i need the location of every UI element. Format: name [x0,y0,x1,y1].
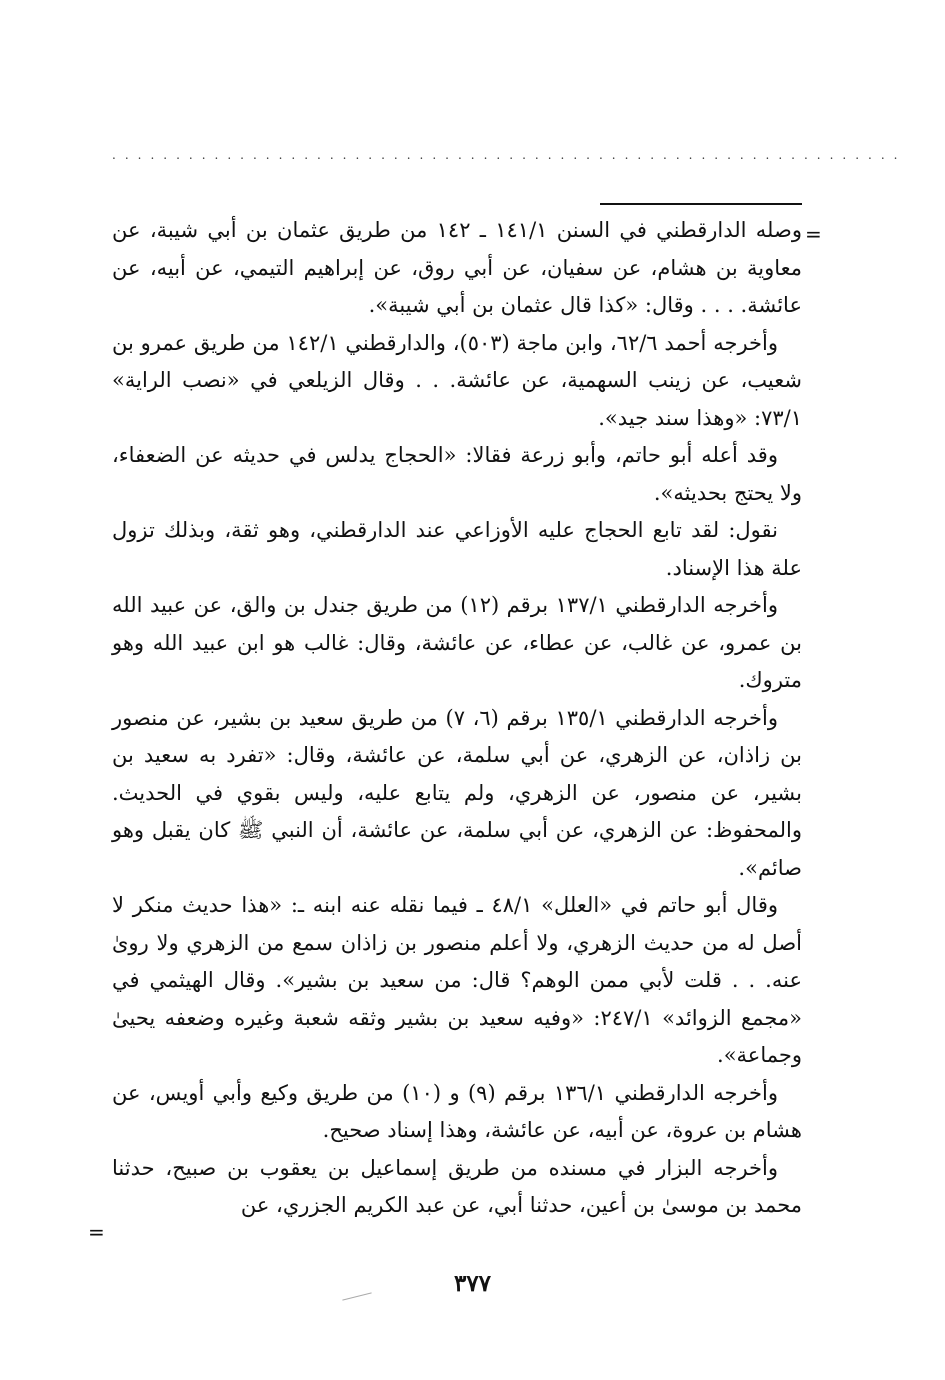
footnote-paragraph: وصله الدارقطني في السنن ١٤١/١ ـ ١٤٢ من طريق عثمان بن أبي شيبة، عن معاوية بن هشام، عن سفيان، عن أبي روق، عن إبراهيم التيمي، عن أبيه، عن عائشة. . . . وقال: «كذا قال عثمان بن أبي شيبة». [112,218,802,317]
page-number: ٣٧٧ [453,1270,492,1297]
footnote-separator-rule [600,203,802,205]
continuation-marker-end: = [88,1220,105,1244]
dotted-leader: .............................................................. [112,148,907,162]
footnote-paragraph: نقول: لقد تابع الحجاج عليه الأوزاعي عند الدارقطني، وهو ثقة، وبذلك تزول علة هذا الإسناد. [112,518,802,580]
footnote-paragraph: وأخرجه الدارقطني ١٣٦/١ برقم (٩) و (١٠) من طريق وكيع وأبي أويس، عن هشام بن عروة، عن أبيه، عن عائشة، وهذا إسناد صحيح. [112,1080,802,1142]
footnote-paragraph: وأخرجه الدارقطني ١٣٥/١ برقم (٦، ٧) من طريق سعيد بن بشير، عن منصور بن زاذان، عن الزهري، عن أبي سلمة، عن عائشة، وقال: «تفرد به سعيد بن بشير، عن منصور، عن الزهري، ولم يتابع عليه، وليس بقوي في الحديث. والمحفوظ: عن الزهري، عن أبي سلمة، عن عائشة، أن النبي ﷺ كان يقبل وهو صائم». [112,705,802,880]
footnote-paragraph: وقال أبو حاتم في «العلل» ٤٨/١ ـ فيما نقله عنه ابنه ـ: «هذا حديث منكر لا أصل له من حديث الزهري، ولا أعلم منصور بن زاذان سمع من الزهري ولا روىٰ عنه. . . قلت لأبي ممن الوهم؟ قال: من سعيد بن بشير». وقال الهيثمي في «مجمع الزوائد» ٢٤٧/١: «وفيه سعيد بن بشير وثقه شعبة وغيره وضعفه يحيىٰ وجماعة». [112,893,802,1067]
footnote-paragraph: وأخرجه البزار في مسنده من طريق إسماعيل بن يعقوب بن صبيح، حدثنا محمد بن موسىٰ بن أعين، حدثنا أبي، عن عبد الكريم الجزري، عن [112,1155,802,1217]
footnote-body [112,212,802,1225]
footnote-paragraph: وقد أعله أبو حاتم، وأبو زرعة فقالا: «الحجاج يدلس في حديثه عن الضعفاء، ولا يحتج بحديثه». [112,443,802,505]
footnote-paragraph: وأخرجه الدارقطني ١٣٧/١ برقم (١٢) من طريق جندل بن والق، عن عبيد الله بن عمرو، عن غالب، عن عطاء، عن عائشة، وقال: غالب هو ابن عبيد الله وهو متروك. [112,593,802,692]
footnote-paragraph: وأخرجه أحمد ٦٢/٦، وابن ماجة (٥٠٣)، والدارقطني ١٤٢/١ من طريق عمرو بن شعيب، عن زينب السهمية، عن عائشة. . . وقال الزيلعي في «نصب الراية» ٧٣/١: «وهذا سند جيد». [112,330,802,430]
continuation-marker-start: = [805,222,822,246]
